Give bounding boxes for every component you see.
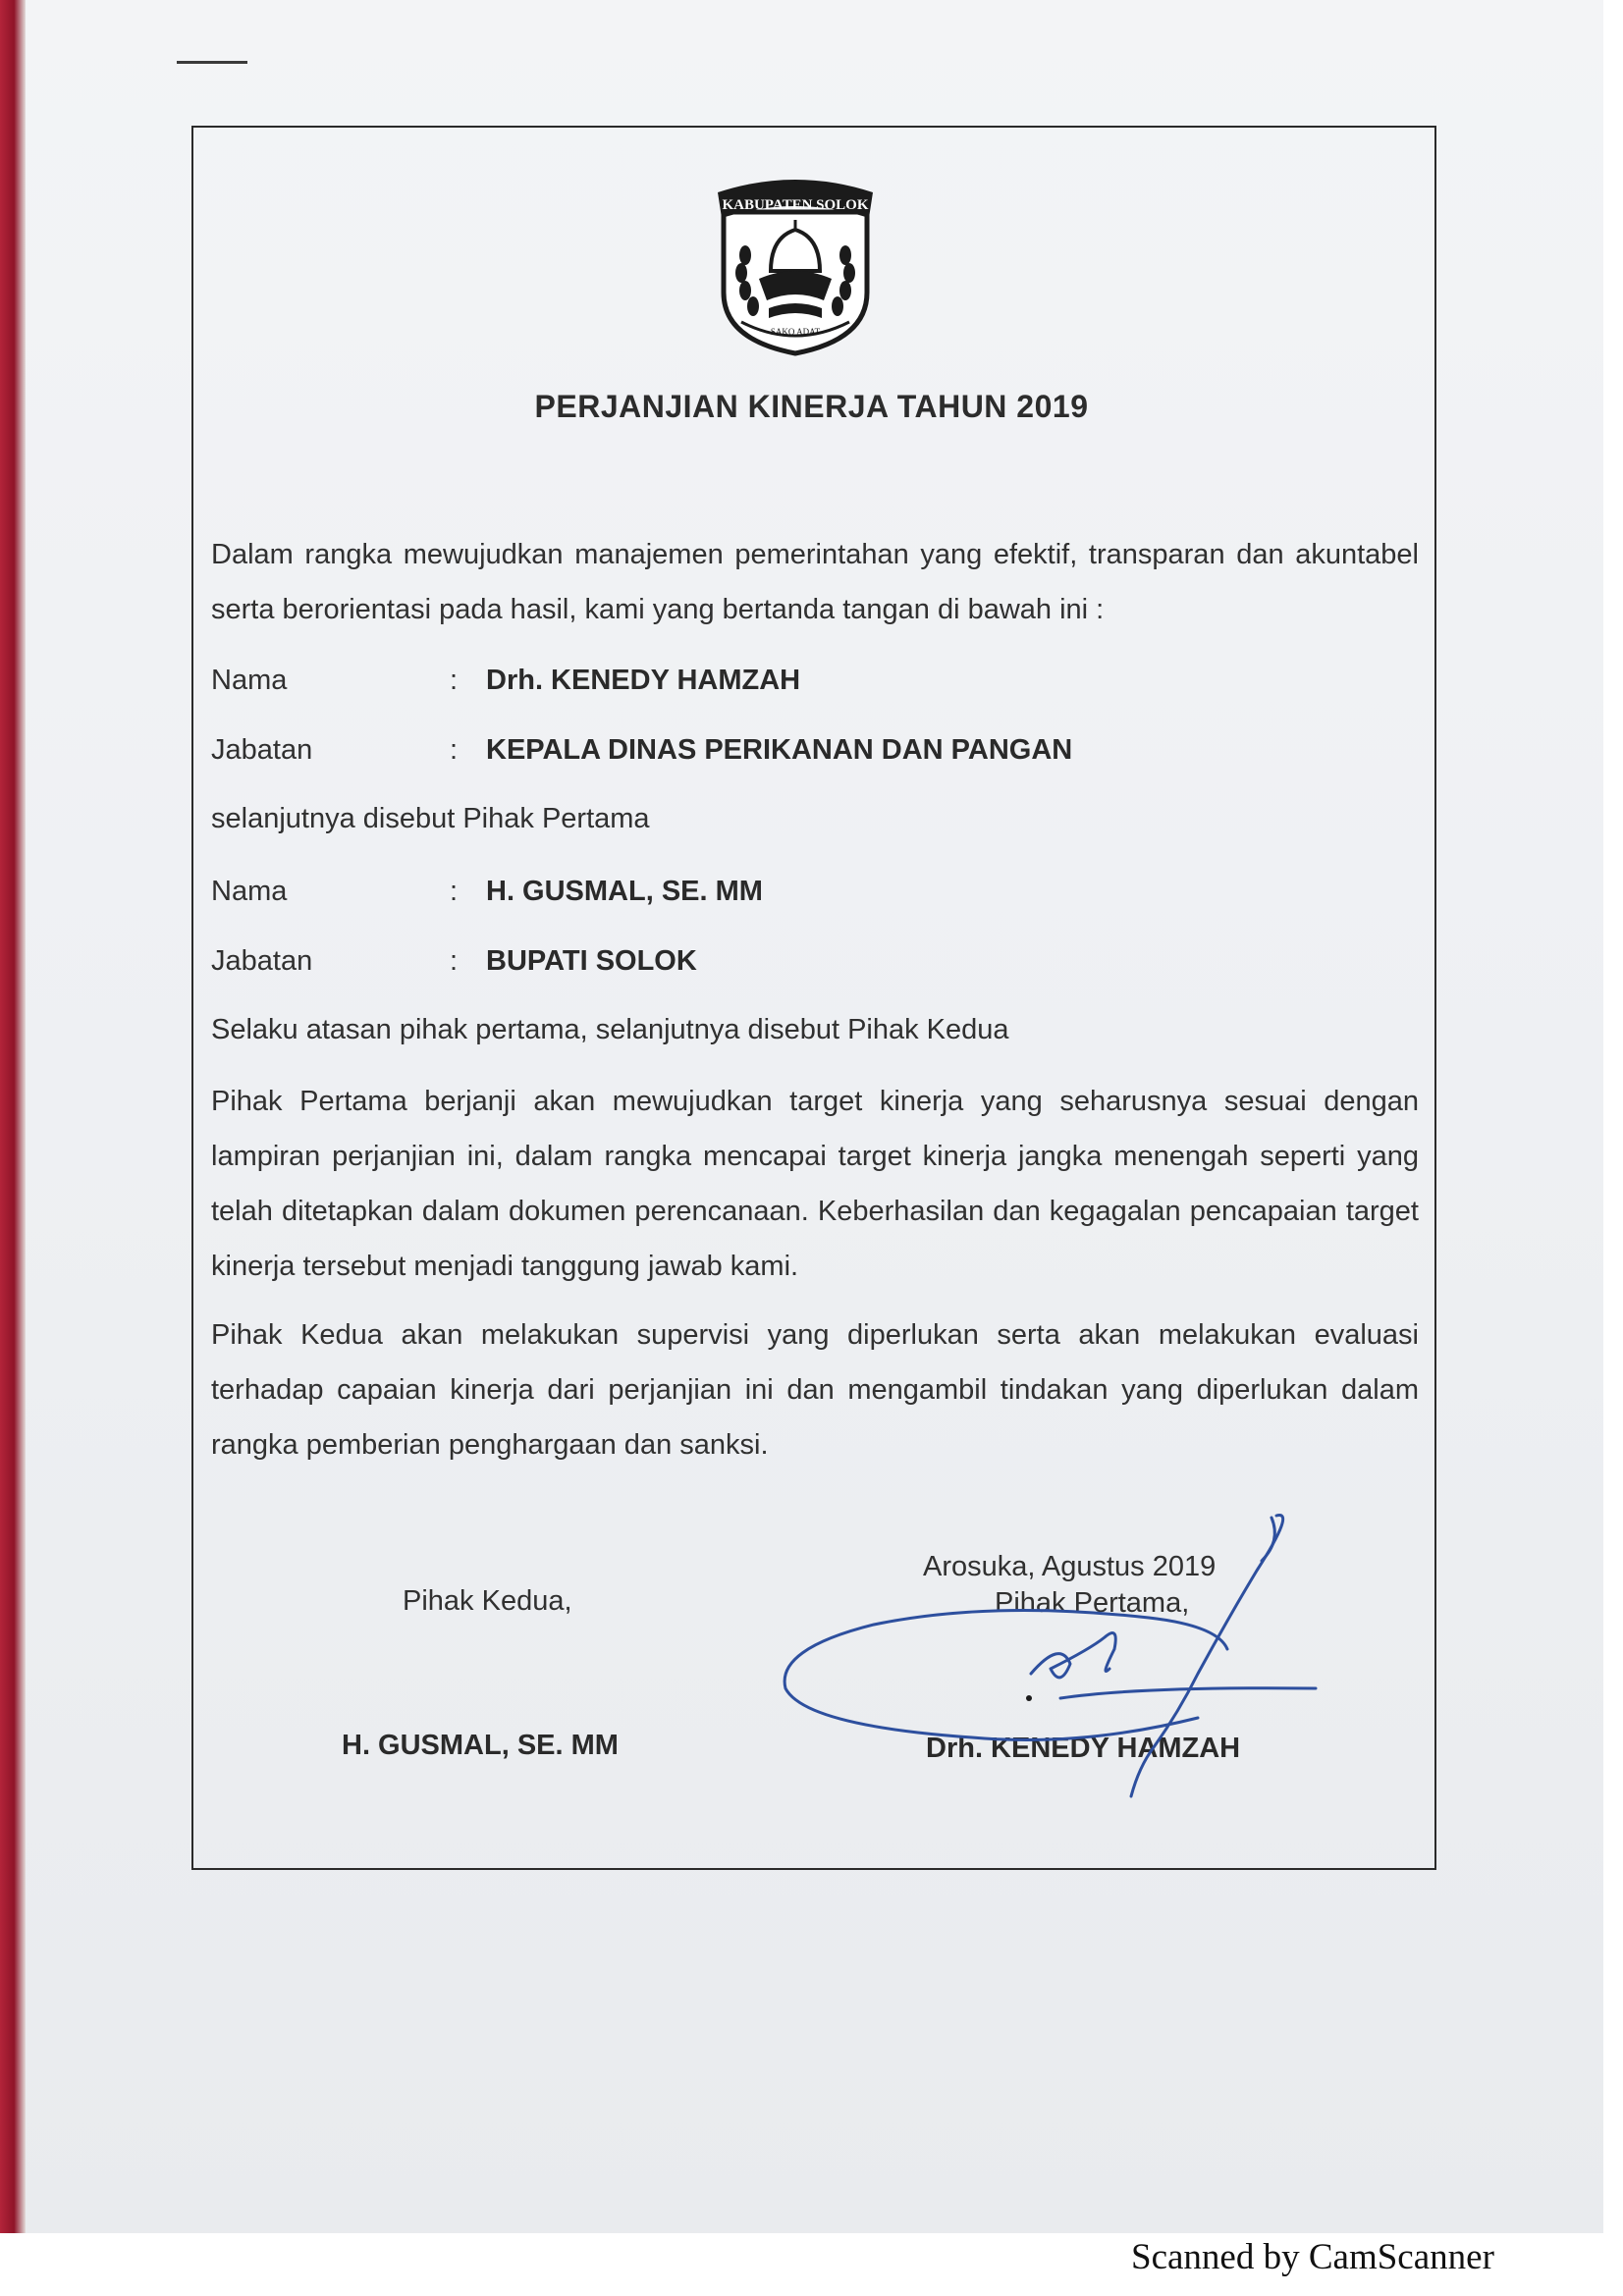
seal-motto-text: SAKO ADAT — [770, 327, 821, 337]
second-party-position-label: Jabatan — [211, 945, 313, 977]
colon: : — [450, 945, 459, 977]
document-title: PERJANJIAN KINERJA TAHUN 2019 — [534, 389, 1089, 424]
first-party-signature-name: Drh. KENEDY HAMZAH — [926, 1733, 1241, 1764]
place-date: Arosuka, Agustus 2019 — [923, 1551, 1217, 1582]
first-party-name-label: Nama — [211, 665, 288, 696]
second-party-role: Pihak Kedua, — [403, 1585, 572, 1617]
second-party-name: H. GUSMAL, SE. MM — [486, 876, 763, 907]
first-party-role: Pihak Pertama, — [995, 1587, 1190, 1619]
first-party-note: selanjutnya disebut Pihak Pertama — [211, 803, 650, 834]
pen-mark — [177, 61, 247, 64]
intro-paragraph: Dalam rangka mewujudkan manajemen pemerintahan yang efektif, transparan dan akuntabel serta berorientasi pada hasil, kami yang bertanda tangan di bawah ini : — [211, 539, 1419, 625]
second-party-signature-name: H. GUSMAL, SE. MM — [342, 1730, 619, 1761]
commitment-paragraph: Pihak Pertama berjanji akan mewujudkan target kinerja yang seharusnya sesuai dengan lampiran perjanjian ini, dalam rangka mencapai target kinerja jangka menengah seperti yang telah ditetapkan dalam dokumen perencanaan. Keberhasilan dan kegagalan pencapaian target kinerja tersebut menjadi tanggung jawab kami. — [211, 1086, 1419, 1282]
second-party-name-label: Nama — [211, 876, 288, 907]
second-party-note: Selaku atasan pihak pertama, selanjutnya disebut Pihak Kedua — [211, 1014, 1009, 1045]
colon: : — [450, 876, 459, 907]
first-party-name: Drh. KENEDY HAMZAH — [486, 665, 801, 696]
seal-banner-text: KABUPATEN SOLOK — [722, 197, 869, 213]
handwritten-signature — [766, 1502, 1335, 1826]
kabupaten-seal-icon — [712, 175, 879, 356]
first-party-position-label: Jabatan — [211, 734, 313, 766]
colon: : — [450, 665, 459, 696]
first-party-position: KEPALA DINAS PERIKANAN DAN PANGAN — [486, 734, 1073, 766]
supervision-paragraph: Pihak Kedua akan melakukan supervisi yang diperlukan serta akan melakukan evaluasi terhadap capaian kinerja dari perjanjian ini dan mengambil tindakan yang diperlukan dalam rangka pemberian penghargaan dan sanksi. — [211, 1319, 1419, 1461]
second-party-position: BUPATI SOLOK — [486, 945, 697, 977]
red-background-edge — [0, 0, 26, 2233]
colon: : — [450, 734, 459, 766]
camscanner-footer: Scanned by CamScanner — [1131, 2237, 1494, 2277]
